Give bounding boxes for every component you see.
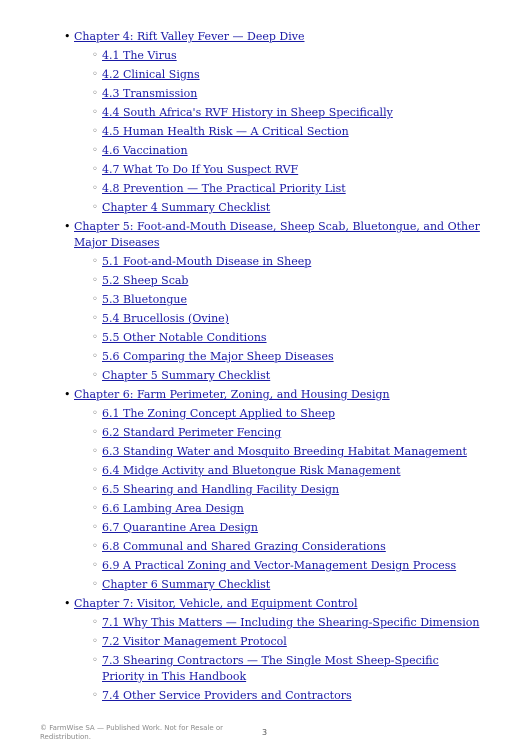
toc-section bbox=[92, 463, 484, 479]
chapter-7-link[interactable]: Chapter 7: Visitor, Vehicle, and Equipment Control bbox=[74, 597, 358, 610]
section-7-3-link[interactable]: 7.3 Shearing Contractors — The Single Most Sheep-Specific Priority in This Handbook bbox=[102, 654, 439, 683]
section-5-2-link[interactable]: 5.2 Sheep Scab bbox=[102, 274, 189, 287]
toc-section bbox=[92, 200, 484, 216]
toc-section bbox=[92, 577, 484, 593]
section-4-4-link[interactable]: 4.4 South Africa's RVF History in Sheep Specifically bbox=[102, 106, 393, 119]
chapter-4-link[interactable]: Chapter 4: Rift Valley Fever — Deep Dive bbox=[74, 30, 305, 43]
section-5-6-link[interactable]: 5.6 Comparing the Major Sheep Diseases bbox=[102, 350, 334, 363]
toc-chapter-5 bbox=[64, 219, 484, 384]
toc-section bbox=[92, 349, 484, 365]
section-5-3-link[interactable]: 5.3 Bluetongue bbox=[102, 293, 187, 306]
toc-section bbox=[92, 124, 484, 140]
section-4-2-link[interactable]: 4.2 Clinical Signs bbox=[102, 68, 200, 81]
toc-section bbox=[92, 688, 484, 704]
chapter-5-summary-link[interactable]: Chapter 5 Summary Checklist bbox=[102, 369, 271, 382]
section-6-2-link[interactable]: 6.2 Standard Perimeter Fencing bbox=[102, 426, 282, 439]
section-5-5-link[interactable]: 5.5 Other Notable Conditions bbox=[102, 331, 267, 344]
section-6-1-link[interactable]: 6.1 The Zoning Concept Applied to Sheep bbox=[102, 407, 335, 420]
section-6-5-link[interactable]: 6.5 Shearing and Handling Facility Design bbox=[102, 483, 340, 496]
toc-section bbox=[92, 254, 484, 270]
section-4-3-link[interactable]: 4.3 Transmission bbox=[102, 87, 198, 100]
section-7-1-link[interactable]: 7.1 Why This Matters — Including the Shearing-Specific Dimension bbox=[102, 616, 480, 629]
toc-section bbox=[92, 330, 484, 346]
table-of-contents bbox=[64, 29, 484, 707]
section-6-9-link[interactable]: 6.9 A Practical Zoning and Vector-Management Design Process bbox=[102, 559, 457, 572]
toc-section bbox=[92, 273, 484, 289]
toc-section bbox=[92, 143, 484, 159]
toc-chapter-4 bbox=[64, 29, 484, 216]
toc-section bbox=[92, 558, 484, 574]
toc-section bbox=[92, 425, 484, 441]
toc-section bbox=[92, 67, 484, 83]
section-6-8-link[interactable]: 6.8 Communal and Shared Grazing Considerations bbox=[102, 540, 386, 553]
section-4-7-link[interactable]: 4.7 What To Do If You Suspect RVF bbox=[102, 163, 299, 176]
chapter-7-sections bbox=[74, 615, 484, 704]
toc-section bbox=[92, 406, 484, 422]
footer-copyright: © FarmWise SA — Published Work. Not for Resale or Redistribution. bbox=[40, 724, 224, 741]
toc-section bbox=[92, 482, 484, 498]
page-number: 3 bbox=[262, 728, 268, 737]
toc-section bbox=[92, 105, 484, 121]
toc-section bbox=[92, 162, 484, 178]
section-6-4-link[interactable]: 6.4 Midge Activity and Bluetongue Risk Management bbox=[102, 464, 401, 477]
toc-chapter-7 bbox=[64, 596, 484, 704]
section-7-4-link[interactable]: 7.4 Other Service Providers and Contractors bbox=[102, 689, 352, 702]
section-4-8-link[interactable]: 4.8 Prevention — The Practical Priority List bbox=[102, 182, 346, 195]
chapter-6-link[interactable]: Chapter 6: Farm Perimeter, Zoning, and Housing Design bbox=[74, 388, 390, 401]
section-7-2-link[interactable]: 7.2 Visitor Management Protocol bbox=[102, 635, 287, 648]
toc-section bbox=[92, 520, 484, 536]
toc-section bbox=[92, 653, 484, 685]
toc-section bbox=[92, 634, 484, 650]
chapter-4-summary-link[interactable]: Chapter 4 Summary Checklist bbox=[102, 201, 271, 214]
section-5-1-link[interactable]: 5.1 Foot-and-Mouth Disease in Sheep bbox=[102, 255, 312, 268]
toc-section bbox=[92, 539, 484, 555]
section-4-1-link[interactable]: 4.1 The Virus bbox=[102, 49, 177, 62]
section-4-5-link[interactable]: 4.5 Human Health Risk — A Critical Section bbox=[102, 125, 349, 138]
chapter-5-link[interactable]: Chapter 5: Foot-and-Mouth Disease, Sheep Scab, Bluetongue, and Other Major Diseases bbox=[74, 220, 480, 249]
toc-section bbox=[92, 311, 484, 327]
toc-section bbox=[92, 615, 484, 631]
section-6-6-link[interactable]: 6.6 Lambing Area Design bbox=[102, 502, 244, 515]
toc-section bbox=[92, 501, 484, 517]
section-6-3-link[interactable]: 6.3 Standing Water and Mosquito Breeding Habitat Management bbox=[102, 445, 467, 458]
section-6-7-link[interactable]: 6.7 Quarantine Area Design bbox=[102, 521, 258, 534]
toc-section bbox=[92, 444, 484, 460]
section-4-6-link[interactable]: 4.6 Vaccination bbox=[102, 144, 188, 157]
chapter-5-sections bbox=[74, 254, 484, 384]
toc-chapter-6 bbox=[64, 387, 484, 593]
chapter-4-sections bbox=[74, 48, 484, 216]
toc-section bbox=[92, 86, 484, 102]
toc-section bbox=[92, 292, 484, 308]
chapter-6-summary-link[interactable]: Chapter 6 Summary Checklist bbox=[102, 578, 271, 591]
toc-section bbox=[92, 48, 484, 64]
toc-section bbox=[92, 181, 484, 197]
chapter-6-sections bbox=[74, 406, 484, 593]
toc-section bbox=[92, 368, 484, 384]
section-5-4-link[interactable]: 5.4 Brucellosis (Ovine) bbox=[102, 312, 229, 325]
